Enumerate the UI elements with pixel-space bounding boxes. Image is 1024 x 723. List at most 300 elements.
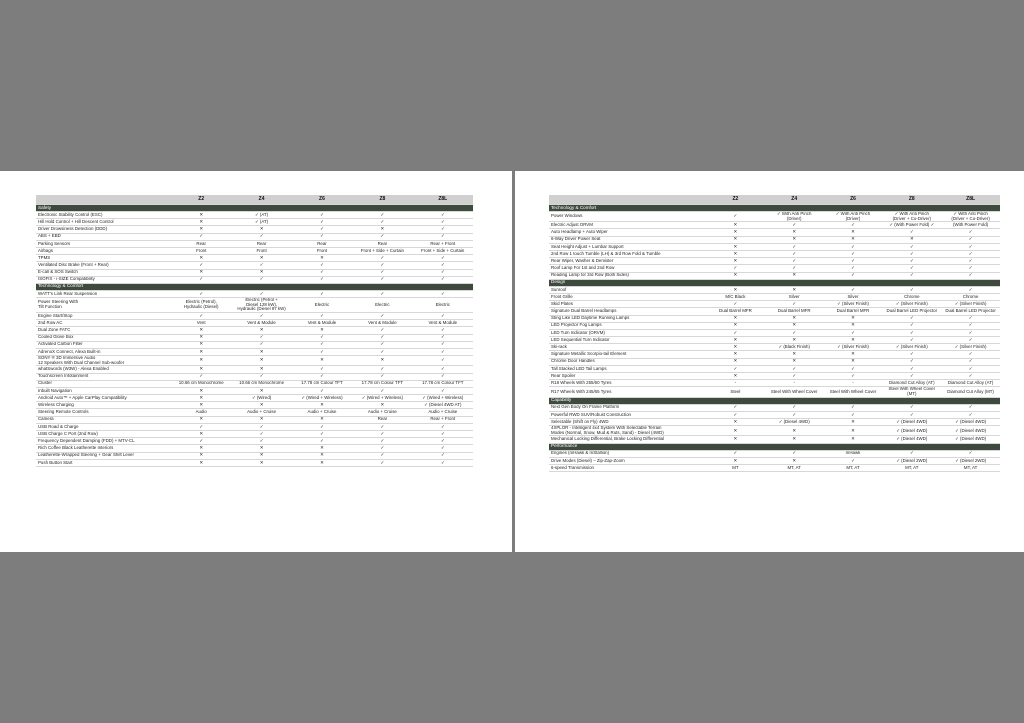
variant-value: 10.66 cm Monochrome xyxy=(171,380,231,387)
variant-value: Front + Side + Curtain xyxy=(413,247,473,254)
variant-value: ✕ xyxy=(882,236,941,243)
variant-value: ✓ xyxy=(941,358,1000,365)
variant-value: ✓ xyxy=(231,438,291,445)
feature-name: 2nd Row 1 touch Tumble (LH) & 3rd Row Fold & Tumble xyxy=(549,251,706,258)
variant-value: ✕ xyxy=(706,351,765,358)
variant-value: ✓ xyxy=(941,229,1000,236)
variant-value: ✓ xyxy=(941,351,1000,358)
variant-value: ✓ xyxy=(941,322,1000,329)
variant-value: ✕ xyxy=(231,327,291,334)
variant-value: ✓ xyxy=(824,243,883,250)
variant-value: MT, AT xyxy=(941,465,1000,472)
spec-page-left xyxy=(0,171,512,552)
variant-value: ✕ xyxy=(292,445,352,452)
variant-value: ✓ xyxy=(941,286,1000,293)
variant-value: ✕ xyxy=(706,243,765,250)
variant-value: ✓ xyxy=(413,445,473,452)
variant-value: ✓ xyxy=(292,219,352,226)
variant-value: ✓ xyxy=(882,411,941,418)
variant-value: Audio + Cruise xyxy=(413,409,473,416)
variant-value: ✕ xyxy=(231,255,291,262)
variant-value: ✓ xyxy=(941,258,1000,265)
variant-value: Dual Barrel MFR xyxy=(706,308,765,315)
variant-value: ✓ xyxy=(352,459,412,466)
variant-value: ✕ xyxy=(292,356,352,366)
variant-value: ✓ xyxy=(765,404,824,411)
variant-value: ✕ xyxy=(706,457,765,464)
variant-value: ✓ xyxy=(292,438,352,445)
table-row xyxy=(549,329,1000,336)
feature-name: SONY ® 3D Immersive Audio 12 Speakers With Dual Channel Sub-woofer xyxy=(36,356,171,366)
variant-value: ✕ xyxy=(706,358,765,365)
feature-header xyxy=(36,195,171,205)
feature-name: 4XPLOR - Intelligent 4x4 System With Selectable Terrain Modes (Normal, Snow, Mud & Ruts, Sand) - Diesel (4WD) xyxy=(549,426,706,436)
feature-name: TPMS xyxy=(36,255,171,262)
variant-value: ✓ xyxy=(882,450,941,457)
variant-value: ✓ xyxy=(352,269,412,276)
variant-value: ✓ xyxy=(352,290,412,297)
variant-value: ✓ xyxy=(292,226,352,233)
feature-name: Selectable (Shift on Fly) 4WD xyxy=(549,419,706,426)
variant-value: ✓ xyxy=(352,423,412,430)
variant-value: ✕ xyxy=(171,212,231,219)
variant-value: ✓ xyxy=(413,387,473,394)
variant-value: ✓ xyxy=(824,265,883,272)
variant-header: Z2 xyxy=(706,195,765,205)
variant-value: ✕ xyxy=(706,344,765,351)
variant-value: Electric (Petrol), Hydraulic (Diesel) xyxy=(171,298,231,313)
variant-value: ✓ xyxy=(292,312,352,319)
variant-value: ✓ (Diesel 4WD) xyxy=(882,419,941,426)
variant-value: ✓ xyxy=(882,251,941,258)
variant-value: Audio + Cruise xyxy=(352,409,412,416)
table-row xyxy=(549,212,1000,222)
variant-value: ✕ xyxy=(292,327,352,334)
variant-value: ✕ xyxy=(706,373,765,380)
variant-value: ✓ xyxy=(352,348,412,355)
variant-value: ✓ xyxy=(882,337,941,344)
variant-value: ✕ xyxy=(352,356,412,366)
variant-value: MT, AT xyxy=(824,465,883,472)
feature-name: Skid Plates xyxy=(549,301,706,308)
table-row xyxy=(36,431,473,438)
table-row xyxy=(549,358,1000,365)
variant-value: ✕ xyxy=(706,315,765,322)
variant-header: Z4 xyxy=(231,195,291,205)
table-row xyxy=(36,262,473,269)
variant-value: ✓ xyxy=(352,312,412,319)
table-row xyxy=(549,411,1000,418)
variant-value: ✓ xyxy=(171,290,231,297)
variant-value: ✓ xyxy=(292,276,352,283)
variant-value: ✓ xyxy=(171,312,231,319)
variant-value: ✕ xyxy=(292,416,352,423)
variant-header: Z8 xyxy=(882,195,941,205)
variant-value: Vent & Module xyxy=(352,320,412,327)
variant-value: ✕ xyxy=(824,315,883,322)
feature-name: Tall Stacked LED Tail Lamps xyxy=(549,365,706,372)
feature-name: ABS + EBD xyxy=(36,233,171,240)
variant-value: ✓ xyxy=(824,329,883,336)
feature-name: Ventilated Disc Brake (Front + Rear) xyxy=(36,262,171,269)
feature-name: Push Button Start xyxy=(36,459,171,466)
table-row xyxy=(36,387,473,394)
variant-value: ✓ xyxy=(882,258,941,265)
feature-name: Power Steering With Tilt Function xyxy=(36,298,171,313)
variant-value: ✕ xyxy=(231,356,291,366)
variant-value: ✕ xyxy=(171,416,231,423)
table-row xyxy=(36,269,473,276)
feature-name: Auto Headlamp + Auto Wiper xyxy=(549,229,706,236)
variant-value: ✕ xyxy=(292,452,352,459)
table-row xyxy=(36,395,473,402)
variant-value: ✕ xyxy=(824,322,883,329)
table-row xyxy=(36,226,473,233)
variant-value: ✓ xyxy=(941,265,1000,272)
table-row xyxy=(36,233,473,240)
table-row xyxy=(36,298,473,313)
feature-name: Sunroof xyxy=(549,286,706,293)
variant-value: Vent xyxy=(171,320,231,327)
variant-value: ✕ xyxy=(171,255,231,262)
variant-value: Audio + Cruise xyxy=(231,409,291,416)
variant-value: ✓ (Diesel 4WD) xyxy=(882,426,941,436)
variant-value: ✓ xyxy=(413,431,473,438)
variant-value: Vent & Module xyxy=(413,320,473,327)
feature-name: R17 Wheels With 245/65 Tyres xyxy=(549,387,706,397)
table-row xyxy=(549,265,1000,272)
variant-value: Vent & Module xyxy=(292,320,352,327)
variant-value: ✓ xyxy=(292,348,352,355)
feature-name: WATT's Link Rear Suspension xyxy=(36,290,171,297)
variant-value: ✓ (Black Finish) xyxy=(765,344,824,351)
variant-value: ✓ xyxy=(824,258,883,265)
variant-value: ✓ xyxy=(413,327,473,334)
variant-value: ✕ xyxy=(231,452,291,459)
variant-value: ✕ xyxy=(824,358,883,365)
variant-value: ✕ xyxy=(706,426,765,436)
variant-value: ✓ xyxy=(292,366,352,373)
variant-value: Diamond Cut Alloy (MT) xyxy=(941,387,1000,397)
variant-value: ✕ xyxy=(171,269,231,276)
variant-value: ✓ xyxy=(706,212,765,222)
table-row xyxy=(36,438,473,445)
variant-value: ✓ xyxy=(706,411,765,418)
variant-value: ✓ xyxy=(352,366,412,373)
variant-value: ✓ xyxy=(413,262,473,269)
section-title: Capability xyxy=(549,397,1000,404)
variant-value: ✕ xyxy=(231,459,291,466)
feature-name: LED Turn Indicator (ORVM) xyxy=(549,329,706,336)
variant-value: ✓ xyxy=(882,365,941,372)
feature-name: Drive Modes (Diesel) – Zip-Zap-Zoom xyxy=(549,457,706,464)
section-title: Performance xyxy=(549,443,1000,450)
variant-value: ✓ xyxy=(882,351,941,358)
variant-value: 17.78 cm Colour TFT xyxy=(292,380,352,387)
variant-value: ✓ (Silver Finish) xyxy=(824,344,883,351)
variant-value: ✓ xyxy=(231,290,291,297)
variant-value: ✓ xyxy=(292,262,352,269)
variant-value: ✓ xyxy=(706,404,765,411)
variant-value: ✓ xyxy=(413,233,473,240)
variant-value: ✓ xyxy=(231,312,291,319)
variant-value: ✕ xyxy=(171,226,231,233)
table-row xyxy=(549,258,1000,265)
feature-name: 6-speed Transmission xyxy=(549,465,706,472)
feature-name: Chrome Door Handles xyxy=(549,358,706,365)
variant-value: ✓ xyxy=(413,452,473,459)
feature-name: AdrenoX Connect, Alexa Built-in xyxy=(36,348,171,355)
variant-value: ✕ xyxy=(292,459,352,466)
feature-name: Cooled Glove Box xyxy=(36,334,171,341)
feature-name: ISOFIX - i-SIZE Compatibility xyxy=(36,276,171,283)
variant-value: ✓ xyxy=(765,222,824,229)
table-row xyxy=(36,356,473,366)
table-row xyxy=(549,436,1000,443)
table-row xyxy=(36,212,473,219)
variant-value: ✓ xyxy=(231,276,291,283)
table-row xyxy=(36,290,473,297)
feature-name: Engine Start/Stop xyxy=(36,312,171,319)
variant-value: ✕ xyxy=(171,366,231,373)
variant-value: ✓ xyxy=(824,286,883,293)
variant-header: Z4 xyxy=(765,195,824,205)
feature-name: Activated Carbon Filter xyxy=(36,341,171,348)
variant-value: ✓ xyxy=(352,438,412,445)
variant-value: ✓ xyxy=(292,212,352,219)
feature-name: LED Projector Fog Lamps xyxy=(549,322,706,329)
variant-value: ✓ xyxy=(413,348,473,355)
variant-value: ✕ xyxy=(765,436,824,443)
variant-value: ✓ xyxy=(765,329,824,336)
feature-name: Power Windows xyxy=(549,212,706,222)
feature-name: Steering Remote Controls xyxy=(36,409,171,416)
variant-value: ✓ xyxy=(765,450,824,457)
table-row xyxy=(549,301,1000,308)
variant-value: ✓ xyxy=(171,233,231,240)
table-row xyxy=(549,229,1000,236)
variant-value: ✕ xyxy=(765,236,824,243)
variant-value: ✓ xyxy=(765,251,824,258)
variant-value: ✓ xyxy=(413,366,473,373)
variant-value: ✓ xyxy=(706,265,765,272)
variant-value: 17.78 cm Colour TFT xyxy=(413,380,473,387)
feature-name: Electric Adjust ORVM xyxy=(549,222,706,229)
variant-value: ✓ xyxy=(765,265,824,272)
variant-value: ✓ xyxy=(882,243,941,250)
feature-name: Powerful RWD SUV/Robust Construction xyxy=(549,411,706,418)
variant-value: ✓ (AT) xyxy=(231,212,291,219)
table-row xyxy=(549,457,1000,464)
feature-name: Touchscreen Infotainment xyxy=(36,373,171,380)
variant-value: ✕ xyxy=(824,436,883,443)
table-row xyxy=(36,373,473,380)
variant-value: ✓ xyxy=(292,423,352,430)
variant-value: ✕ xyxy=(706,251,765,258)
table-row xyxy=(549,251,1000,258)
variant-value: ✓ xyxy=(413,312,473,319)
variant-value: ✕ xyxy=(765,351,824,358)
variant-value: ✓ xyxy=(765,258,824,265)
feature-name: Electronic Stability Control (ESC) xyxy=(36,212,171,219)
variant-value: ✕ xyxy=(171,334,231,341)
feature-name: Roof Lamp For 1st and 2nd Row xyxy=(549,265,706,272)
variant-value: Audio + Cruise xyxy=(292,409,352,416)
variant-value: ✓ xyxy=(413,373,473,380)
table-row xyxy=(549,243,1000,250)
variant-value: mHawk xyxy=(824,450,883,457)
variant-value: ✕ xyxy=(231,269,291,276)
variant-value: ✕ xyxy=(824,351,883,358)
variant-value: ✓ xyxy=(292,431,352,438)
variant-value: ✓ With Anti Pinch (Driver) xyxy=(824,212,883,222)
variant-value: Electric xyxy=(292,298,352,313)
variant-value: - xyxy=(706,380,765,387)
variant-value: ✓ (Silver Finish) xyxy=(882,301,941,308)
table-row xyxy=(36,276,473,283)
feature-name: Dual Zone FATC xyxy=(36,327,171,334)
variant-value: ✓ xyxy=(706,301,765,308)
variant-value: ✓ xyxy=(413,226,473,233)
variant-value: ✓ (AT) xyxy=(231,219,291,226)
variant-value: ✓ With Anti Pinch (Driver + Co-Driver) xyxy=(941,212,1000,222)
table-row xyxy=(549,351,1000,358)
table-row xyxy=(36,341,473,348)
variant-value: ✕ xyxy=(765,229,824,236)
variant-value: Dual Barrel LED Projector xyxy=(882,308,941,315)
variant-value: ✓ xyxy=(352,387,412,394)
table-row xyxy=(36,348,473,355)
variant-value: Rear + Front xyxy=(413,416,473,423)
section-header xyxy=(549,279,1000,286)
table-row xyxy=(549,450,1000,457)
table-row xyxy=(36,445,473,452)
variant-value: ✓ (Diesel 4WD) xyxy=(941,419,1000,426)
variant-value: ✕ xyxy=(765,358,824,365)
variant-value: ✕ xyxy=(171,445,231,452)
variant-value: Diamond Cut Alloy (AT) xyxy=(882,380,941,387)
feature-name: Wireless Charging xyxy=(36,402,171,409)
feature-name: 6-Way Driver Power Seat xyxy=(549,236,706,243)
variant-value: ✕ xyxy=(765,337,824,344)
variant-value: ✕ xyxy=(706,229,765,236)
variant-value: ✓ xyxy=(413,356,473,366)
variant-value: ✓ xyxy=(824,251,883,258)
variant-value: Vent & Module xyxy=(231,320,291,327)
variant-value: (With Power Fold) xyxy=(941,222,1000,229)
variant-value: ✕ xyxy=(171,348,231,355)
variant-value: ✕ xyxy=(824,236,883,243)
variant-value: Front + Side + Curtain xyxy=(352,247,412,254)
feature-name: Frequency Dependent Damping (FDD) + MTV-CL xyxy=(36,438,171,445)
table-row xyxy=(36,240,473,247)
table-row xyxy=(549,380,1000,387)
variant-value: MT, AT xyxy=(765,465,824,472)
variant-value: ✕ xyxy=(765,286,824,293)
variant-value: ✓ xyxy=(413,255,473,262)
table-row xyxy=(36,402,473,409)
variant-value: ✕ xyxy=(824,337,883,344)
variant-value: ✓ xyxy=(352,327,412,334)
variant-value: ✕ xyxy=(706,419,765,426)
section-title: Technology & Comfort xyxy=(549,205,1000,212)
variant-value: ✓ (Diesel 4WD) xyxy=(882,436,941,443)
variant-value: ✓ xyxy=(706,329,765,336)
variant-value: ✓ (Wired + Wireless) xyxy=(352,395,412,402)
feature-name: USB Charge C Port (2nd Row) xyxy=(36,431,171,438)
variant-value: Rear xyxy=(171,240,231,247)
feature-name: E-call & SOS Switch xyxy=(36,269,171,276)
variant-value: ✓ xyxy=(413,290,473,297)
variant-value: Steel With Wheel Cover xyxy=(765,387,824,397)
table-row xyxy=(36,409,473,416)
variant-value: ✓ xyxy=(706,365,765,372)
variant-value: ✓ xyxy=(292,290,352,297)
feature-name: Ski-rack xyxy=(549,344,706,351)
variant-value: ✓ xyxy=(171,262,231,269)
variant-value: ✕ xyxy=(231,226,291,233)
feature-name: Signature Dual Barrel Headlamps xyxy=(549,308,706,315)
table-row xyxy=(36,334,473,341)
table-row xyxy=(36,312,473,319)
table-row xyxy=(549,426,1000,436)
feature-name: whatSwords (W3W) - Alexa Enabled xyxy=(36,366,171,373)
variant-value: Front xyxy=(292,247,352,254)
variant-value: ✕ xyxy=(171,452,231,459)
variant-value: Silver xyxy=(824,293,883,300)
feature-name: Reading Lamp for 3rd Row (Both Sides) xyxy=(549,272,706,279)
variant-value: ✕ xyxy=(765,426,824,436)
variant-value: ✓ (Diesel 4WD) xyxy=(941,426,1000,436)
variant-value: ✓ xyxy=(231,341,291,348)
table-row xyxy=(36,327,473,334)
feature-name: Camera xyxy=(36,416,171,423)
variant-value: ✓ xyxy=(352,219,412,226)
table-row xyxy=(549,419,1000,426)
variant-value: Rear xyxy=(231,240,291,247)
table-row xyxy=(549,286,1000,293)
variant-value: ✓ (Silver Finish) xyxy=(941,301,1000,308)
variant-value: Rear + Front xyxy=(413,240,473,247)
variant-value: ✓ xyxy=(765,243,824,250)
feature-name: Inbuilt Navigation xyxy=(36,387,171,394)
variant-value: ✕ xyxy=(292,255,352,262)
variant-value: ✓ xyxy=(352,334,412,341)
variant-value: Front xyxy=(231,247,291,254)
table-row xyxy=(549,373,1000,380)
variant-value: ✓ xyxy=(231,373,291,380)
variant-value: ✓ (Diesel 2WD) xyxy=(941,457,1000,464)
feature-name: Front Grille xyxy=(549,293,706,300)
variant-value: Front xyxy=(171,247,231,254)
table-row xyxy=(549,387,1000,397)
section-header xyxy=(36,205,473,212)
variant-value: Electric xyxy=(413,298,473,313)
variant-value: ✓ xyxy=(231,262,291,269)
variant-value: ✓ xyxy=(413,438,473,445)
variant-value: Rear xyxy=(352,240,412,247)
variant-value: ✕ xyxy=(824,426,883,436)
variant-value: ✓ xyxy=(882,286,941,293)
variant-value: ✓ xyxy=(352,212,412,219)
feature-name: 2nd Row AC xyxy=(36,320,171,327)
variant-header: Z6 xyxy=(292,195,352,205)
section-title: Technology & Comfort xyxy=(36,283,473,290)
variant-value: ✓ xyxy=(824,404,883,411)
variant-value: Dual Barrel LED Projector xyxy=(941,308,1000,315)
variant-value: ✓ xyxy=(231,233,291,240)
variant-value: ✓ xyxy=(941,329,1000,336)
